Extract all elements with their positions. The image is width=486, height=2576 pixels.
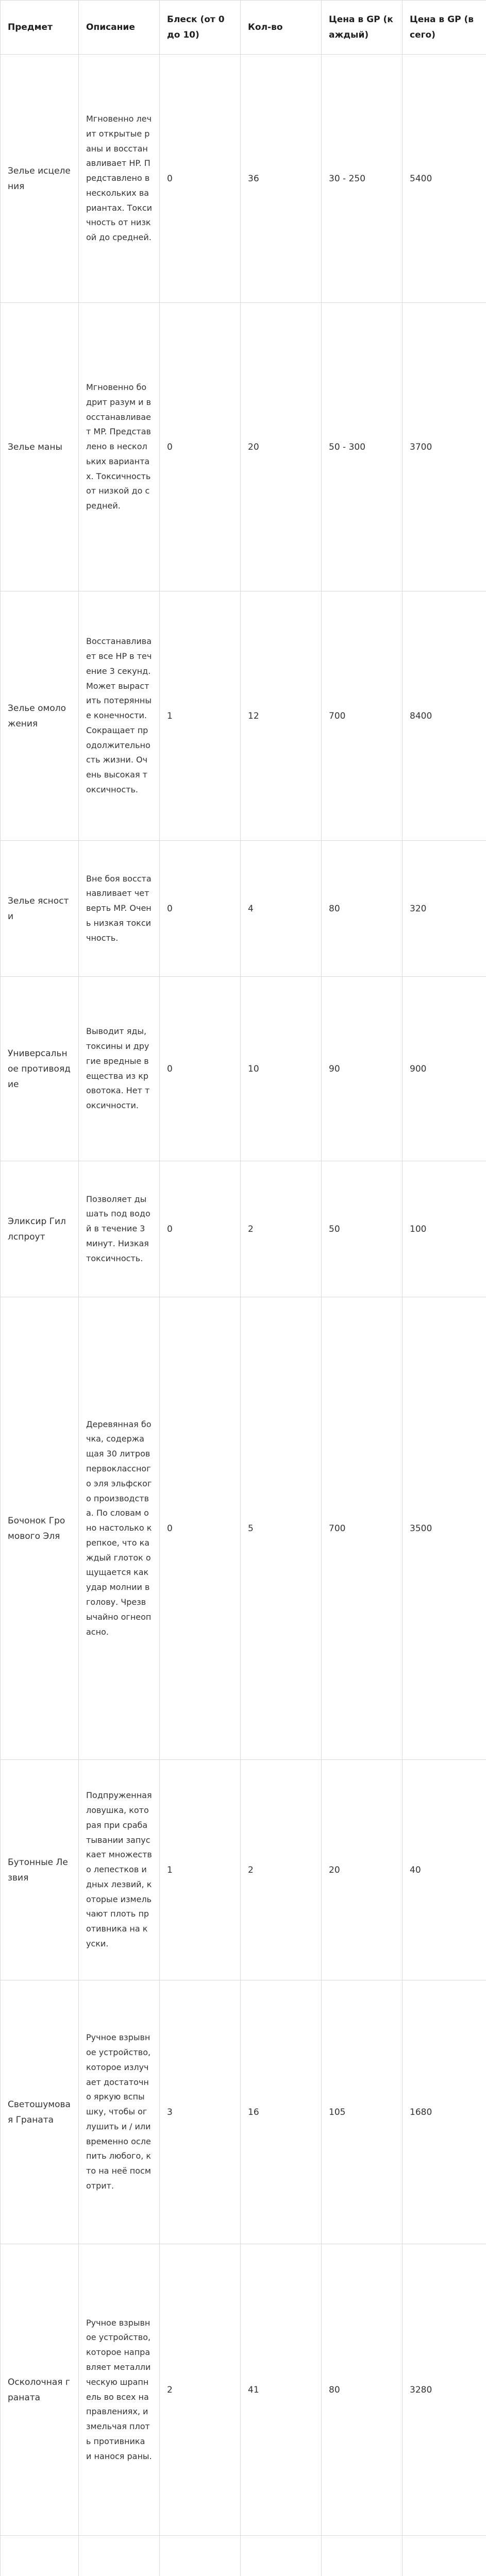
- item-quantity: 5: [241, 1297, 322, 1760]
- item-price-each: [322, 2536, 403, 2576]
- item-price-total: 40: [403, 1760, 486, 1980]
- header-quantity: Кол-во: [241, 1, 322, 55]
- item-price-each: 50 - 300: [322, 303, 403, 591]
- item-price-total: 3280: [403, 2244, 486, 2536]
- item-price-total: [403, 2536, 486, 2576]
- item-price-each: 700: [322, 591, 403, 841]
- table-body: [1, 55, 486, 2576]
- item-description: Вне боя восстанавливает четверть MP. Очень низкая токсичность.: [79, 841, 160, 977]
- item-price-each: 30 - 250: [322, 55, 403, 303]
- item-name: Осколочная граната: [1, 2244, 79, 2536]
- item-description: Восстанавливает все HP в течение 3 секунд. Может вырастить потерянные конечности. Сокращает продолжительность жизни. Очень высокая токсичность.: [79, 591, 160, 841]
- table-row: [1, 977, 486, 1161]
- table-row: [1, 591, 486, 841]
- table-row: [1, 303, 486, 591]
- item-description: Мгновенно бодрит разум и восстанавливает MP. Представлено в нескольких вариантах. Токсичность от низкой до средней.: [79, 303, 160, 591]
- item-price-total: 3500: [403, 1297, 486, 1760]
- item-name: Зелье исцеления: [1, 55, 79, 303]
- item-name: Светошумовая Граната: [1, 1980, 79, 2244]
- table-row: [1, 1297, 486, 1760]
- item-price-each: 80: [322, 841, 403, 977]
- table-row: [1, 2536, 486, 2576]
- header-price-each: Цена в GP (каждый): [322, 1, 403, 55]
- item-description: [79, 2536, 160, 2576]
- item-quantity: 12: [241, 591, 322, 841]
- item-shine: 0: [160, 55, 241, 303]
- item-quantity: 4: [241, 841, 322, 977]
- header-row: [1, 1, 486, 55]
- item-quantity: 2: [241, 1760, 322, 1980]
- header-item: Предмет: [1, 1, 79, 55]
- header-shine: Блеск (от 0 до 10): [160, 1, 241, 55]
- item-price-each: 20: [322, 1760, 403, 1980]
- item-shine: 0: [160, 977, 241, 1161]
- item-price-each: 700: [322, 1297, 403, 1760]
- header-price-total: Цена в GP (всего): [403, 1, 486, 55]
- item-shine: 3: [160, 1980, 241, 2244]
- item-description: Мгновенно лечит открытые раны и восстанавливает HP. Представлено в нескольких вариантах. Токсичность от низкой до средней.: [79, 55, 160, 303]
- item-shine: 0: [160, 1161, 241, 1297]
- table-row: [1, 1161, 486, 1297]
- item-price-total: 3700: [403, 303, 486, 591]
- item-shine: 0: [160, 303, 241, 591]
- item-shine: 0: [160, 841, 241, 977]
- table-row: [1, 841, 486, 977]
- item-description: Ручное взрывное устройство, которое излучает достаточно яркую вспышку, чтобы оглушить и / или временно ослепить любого, кто на неё посмотрит.: [79, 1980, 160, 2244]
- item-quantity: 10: [241, 977, 322, 1161]
- item-price-each: 50: [322, 1161, 403, 1297]
- table-row: [1, 2244, 486, 2536]
- item-name: Зелье омоложения: [1, 591, 79, 841]
- item-price-each: 90: [322, 977, 403, 1161]
- item-price-each: 80: [322, 2244, 403, 2536]
- item-shine: [160, 2536, 241, 2576]
- item-price-total: 320: [403, 841, 486, 977]
- item-price-total: 5400: [403, 55, 486, 303]
- item-quantity: 36: [241, 55, 322, 303]
- item-description: Подпруженная ловушка, которая при срабатывании запускает множество лепестков идных лезвий, которые измельчают плоть противника на куски.: [79, 1760, 160, 1980]
- item-description: Деревянная бочка, содержащая 30 литров первоклассного эля эльфского производства. По словам оно настолько крепкое, что каждый глоток ощущается как удар молнии в голову. Чрезвычайно огнеопасно.: [79, 1297, 160, 1760]
- item-name: Бочонок Громового Эля: [1, 1297, 79, 1760]
- table-row: [1, 55, 486, 303]
- item-shine: 0: [160, 1297, 241, 1760]
- item-quantity: 20: [241, 303, 322, 591]
- table-row: [1, 1980, 486, 2244]
- item-name: [1, 2536, 79, 2576]
- item-quantity: 16: [241, 1980, 322, 2244]
- item-description: Позволяет дышать под водой в течение 3 минут. Низкая токсичность.: [79, 1161, 160, 1297]
- item-quantity: 41: [241, 2244, 322, 2536]
- table-header: [1, 1, 486, 55]
- item-price-total: 100: [403, 1161, 486, 1297]
- item-quantity: [241, 2536, 322, 2576]
- item-price-total: 8400: [403, 591, 486, 841]
- item-description: Выводит яды, токсины и другие вредные вещества из кровотока. Нет токсичности.: [79, 977, 160, 1161]
- item-shine: 2: [160, 2244, 241, 2536]
- item-price-total: 1680: [403, 1980, 486, 2244]
- item-name: Универсальное противоядие: [1, 977, 79, 1161]
- item-name: Зелье ясности: [1, 841, 79, 977]
- item-price-each: 105: [322, 1980, 403, 2244]
- item-name: Бутонные Лезвия: [1, 1760, 79, 1980]
- item-shine: 1: [160, 1760, 241, 1980]
- item-shine: 1: [160, 591, 241, 841]
- item-name: Эликсир Гиллспроут: [1, 1161, 79, 1297]
- table-row: [1, 1760, 486, 1980]
- item-description: Ручное взрывное устройство, которое направляет металлическую шрапнель во всех направлениях, измельчая плоть противника и нанося раны.: [79, 2244, 160, 2536]
- item-name: Зелье маны: [1, 303, 79, 591]
- item-quantity: 2: [241, 1161, 322, 1297]
- header-description: Описание: [79, 1, 160, 55]
- item-price-total: 900: [403, 977, 486, 1161]
